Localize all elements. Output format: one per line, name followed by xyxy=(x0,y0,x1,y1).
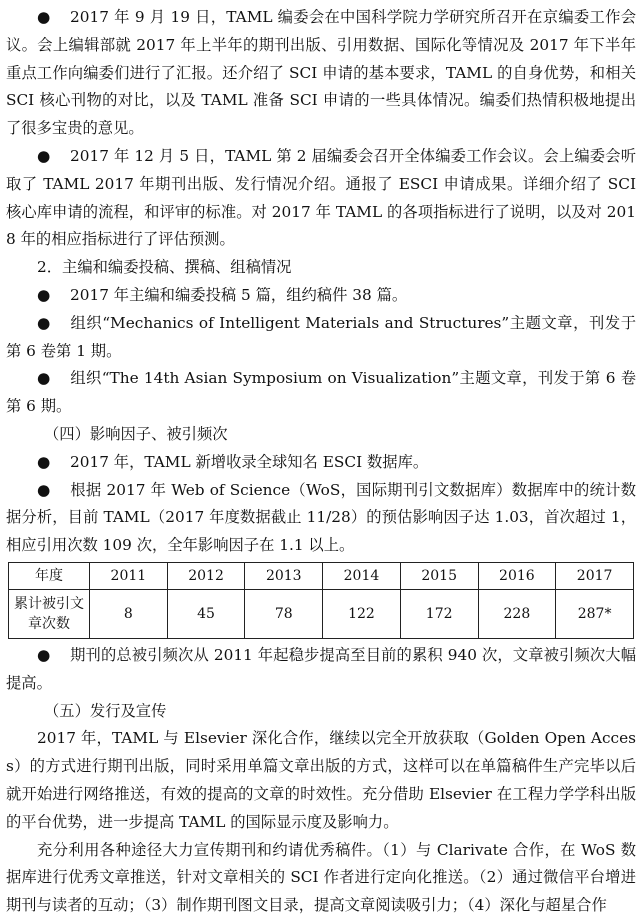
bullet-icon: ● xyxy=(37,8,51,26)
table-row-label: 累计被引文章次数 xyxy=(9,589,90,638)
section-heading-submissions: 2．主编和编委投稿、撰稿、组稿情况 xyxy=(37,258,292,277)
table-year-cell: 2011 xyxy=(90,562,168,589)
paragraph-text: 2017 年主编和编委投稿 5 篇，组约稿件 38 篇。 xyxy=(70,285,408,304)
bullet-icon: ● xyxy=(37,146,51,165)
bullet-paragraph-total-citations xyxy=(6,642,636,698)
table-year-cell: 2017 xyxy=(556,562,634,589)
table-count-cell: 8 xyxy=(90,589,168,638)
paragraph-text: 组织“The 14th Asian Symposium on Visualization”主题文章，刊发于第 6 卷第 6 期。 xyxy=(6,369,636,416)
bullet-paragraph-editorial-meeting-dec xyxy=(6,143,636,254)
table-header-label: 年度 xyxy=(9,562,90,589)
table-header-row xyxy=(9,562,634,589)
table-year-cell: 2016 xyxy=(478,562,556,589)
citation-table xyxy=(8,562,634,639)
bullet-icon: ● xyxy=(37,369,51,388)
table-row xyxy=(9,589,634,638)
table-count-cell: 228 xyxy=(478,589,556,638)
table-count-cell: 122 xyxy=(323,589,401,638)
bullet-icon: ● xyxy=(37,285,51,304)
paragraph-promotion: 充分利用各种途径大力宣传期刊和约请优秀稿件。（1）与 Clarivate 合作，在 WoS 数据库进行优秀文章推送，针对文章相关的 SCI 作者进行定向化推送。（2）通过微信平台增进期刊与读者的互动；（3）制作期刊图文目录，提高文章阅读吸引力；（4）深化与超星合作 xyxy=(6,840,636,915)
table-count-cell: 78 xyxy=(245,589,323,638)
bullet-paragraph-wos-analysis xyxy=(6,477,636,560)
paragraph-text: 期刊的总被引频次从 2011 年起稳步提高至目前的累积 940 次，文章被引频次大幅提高。 xyxy=(6,645,636,692)
paragraph-elsevier-cooperation: 2017 年，TAML 与 Elsevier 深化合作，继续以完全开放获取（Golden Open Access）的方式进行期刊出版，同时采用单篇文章出版的方式，这样可以在单篇稿件生产完毕以后就开始进行网络推送，有效的提高的文章的时效性。充分借助 Elsevier 在工程力学学科出版的平台优势，进一步提高 TAML 的国际显示度及影响力。 xyxy=(6,729,636,831)
table-year-cell: 2014 xyxy=(323,562,401,589)
paragraph-text: 2017 年，TAML 新增收录全球知名 ESCI 数据库。 xyxy=(70,452,429,471)
bullet-icon: ● xyxy=(37,452,51,471)
bullet-paragraph-special-issue-visualization xyxy=(6,365,636,421)
bullet-paragraph-editorial-meeting-sept xyxy=(6,4,636,143)
bullet-paragraph-special-issue-materials xyxy=(6,310,636,366)
bullet-icon: ● xyxy=(37,480,51,499)
section-heading-impact-factor: （四）影响因子、被引频次 xyxy=(44,424,228,443)
table-count-cell: 172 xyxy=(400,589,478,638)
table-year-cell: 2015 xyxy=(400,562,478,589)
section-heading-distribution: （五）发行及宣传 xyxy=(44,701,167,720)
paragraph-text: 组织“Mechanics of Intelligent Materials and Structures”主题文章，刊发于第 6 卷第 1 期。 xyxy=(6,313,636,360)
paragraph-text: 2017 年 9 月 19 日，TAML 编委会在中国科学院力学研究所召开在京编委工作会议。会上编辑部就 2017 年上半年的期刊出版、引用数据、国际化等情况及 2017 年下半年重点工作向编委们进行了汇报。还介绍了 SCI 申请的基本要求，TAML 的自身优势，和相关 SCI 核心刊物的对比，以及 TAML 准备 SCI 申请的一些具体情况。编委们热情积极地提出了很多宝贵的意见。 xyxy=(6,8,636,138)
table-year-cell: 2012 xyxy=(167,562,245,589)
table-count-cell: 45 xyxy=(167,589,245,638)
bullet-paragraph-submission-count xyxy=(6,282,636,310)
bullet-icon: ● xyxy=(37,645,51,664)
paragraph-text: 根据 2017 年 Web of Science（WoS，国际期刊引文数据库）数据库中的统计数据分析，目前 TAML（2017 年度数据截止 11/28）的预估影响因子达 1.03，首次超过 1，相应引用次数 109 次，全年影响因子在 1.1 以上。 xyxy=(6,480,636,555)
bullet-icon: ● xyxy=(37,313,51,332)
paragraph-text: 2017 年 12 月 5 日，TAML 第 2 届编委会召开全体编委工作会议。会上编委会听取了 TAML 2017 年期刊出版、发行情况介绍。通报了 ESCI 申请成果。详细介绍了 SCI 核心库申请的流程，和评审的标准。对 2017 年 TAML 的各项指标进行了说明，以及对 2018 年的相应指标进行了评估预测。 xyxy=(6,146,636,249)
bullet-paragraph-esci xyxy=(6,449,636,477)
table-count-cell: 287* xyxy=(556,589,634,638)
table-year-cell: 2013 xyxy=(245,562,323,589)
